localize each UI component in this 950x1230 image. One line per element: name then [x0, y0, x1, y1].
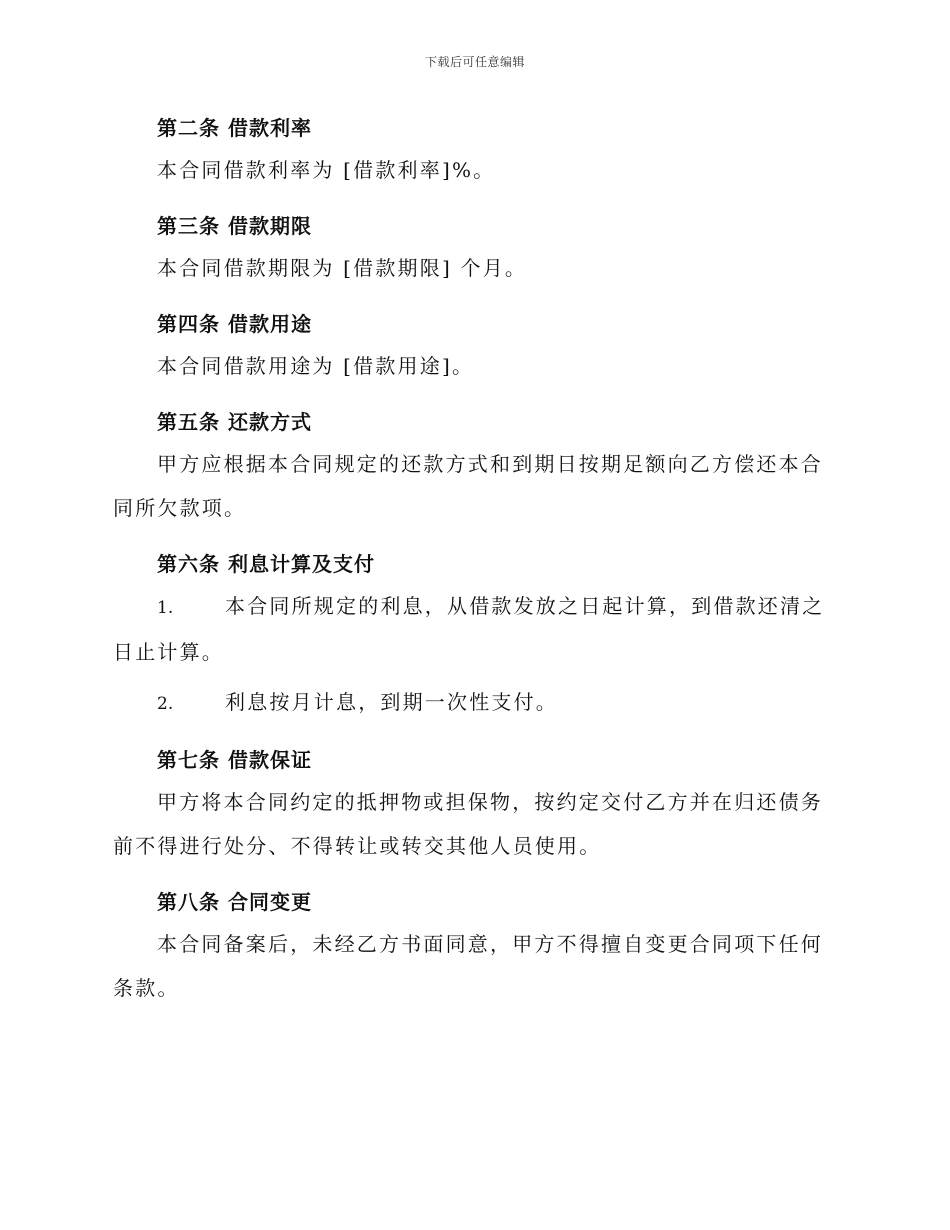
page-header-note: 下载后可任意编辑 [424, 55, 525, 69]
section-paragraph: 本合同备案后，未经乙方书面同意，甲方不得擅自变更合同项下任何条款。 [113, 932, 823, 1000]
numbered-item [113, 680, 833, 726]
document-body [113, 108, 833, 1024]
section-article-5 [113, 402, 833, 530]
section-heading: 第二条 借款利率 [157, 116, 312, 140]
section-paragraph: 本合同借款用途为 [借款用途]。 [157, 354, 475, 378]
section-article-4 [113, 304, 833, 388]
item-number: 2. [157, 694, 174, 714]
section-heading: 第六条 利息计算及支付 [157, 552, 375, 576]
item-text: 本合同所规定的利息，从借款发放之日起计算，到借款还清之日止计算。 [113, 594, 825, 664]
item-text: 利息按月计息，到期一次性支付。 [225, 690, 558, 714]
item-number: 1. [157, 598, 174, 618]
section-paragraph: 本合同借款期限为 [借款期限] 个月。 [157, 256, 528, 280]
section-heading: 第八条 合同变更 [157, 890, 312, 914]
numbered-item [113, 584, 833, 674]
section-article-8 [113, 882, 833, 1010]
section-paragraph: 甲方将本合同约定的抵押物或担保物，按约定交付乙方并在归还债务前不得进行处分、不得转让或转交其他人员使用。 [113, 790, 823, 858]
section-article-3 [113, 206, 833, 290]
section-heading: 第四条 借款用途 [157, 312, 312, 336]
section-article-7 [113, 740, 833, 868]
section-paragraph: 本合同借款利率为 [借款利率]%。 [157, 158, 496, 182]
section-heading: 第五条 还款方式 [157, 410, 312, 434]
section-article-6 [113, 544, 833, 726]
section-heading: 第七条 借款保证 [157, 748, 312, 772]
section-article-2 [113, 108, 833, 192]
section-heading: 第三条 借款期限 [157, 214, 312, 238]
section-paragraph: 甲方应根据本合同规定的还款方式和到期日按期足额向乙方偿还本合同所欠款项。 [113, 452, 823, 520]
